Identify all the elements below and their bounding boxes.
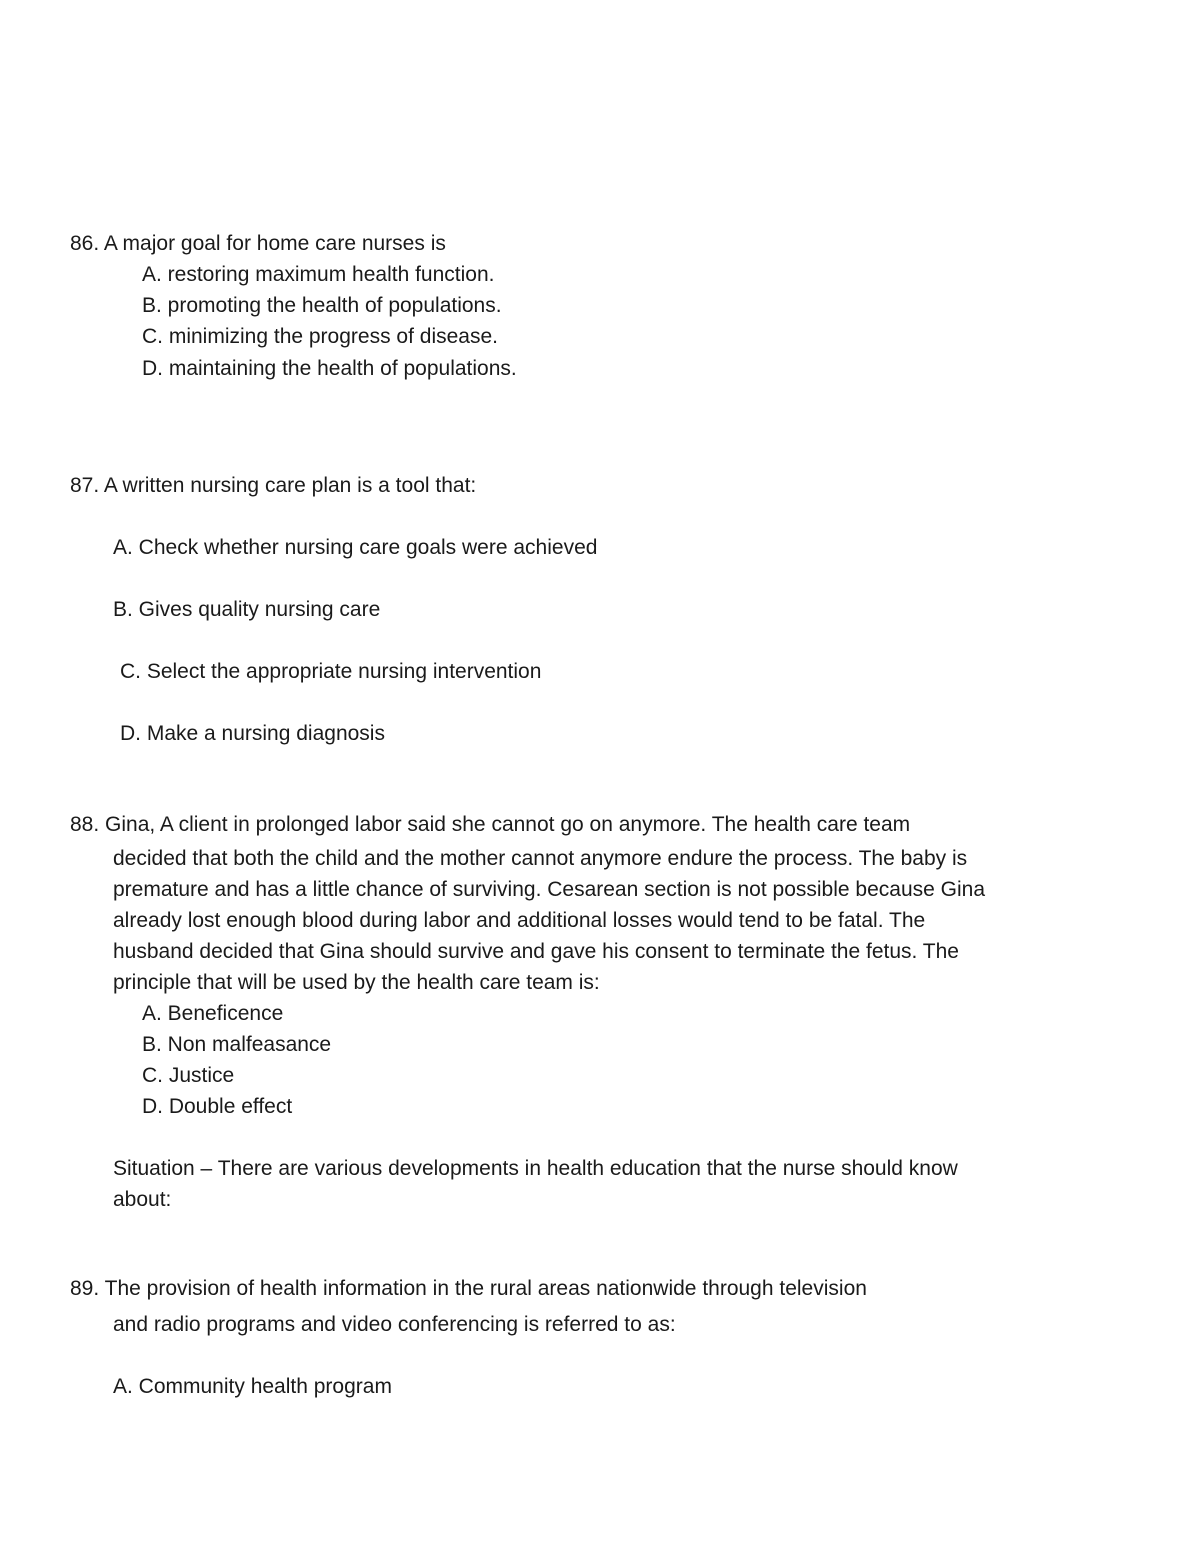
q88-option-d: D. Double effect [142,1095,293,1118]
q88-option-c: C. Justice [142,1064,235,1087]
q86-stem: 86. A major goal for home care nurses is [70,232,446,255]
q88-stem-line: husband decided that Gina should survive and gave his consent to terminate the fetus. The [113,940,959,963]
q87-option-c: C. Select the appropriate nursing intervention [120,660,542,683]
q86-option-b: B. promoting the health of populations. [142,294,502,317]
q86-option-d: D. maintaining the health of populations. [142,357,517,380]
q88-stem-line: premature and has a little chance of surviving. Cesarean section is not possible because Gina [113,878,985,901]
q89-stem-line: 89. The provision of health information in the rural areas nationwide through television [70,1277,867,1300]
q87-stem: 87. A written nursing care plan is a tool that: [70,474,477,497]
q86-option-c: C. minimizing the progress of disease. [142,325,498,348]
q87-option-b: B. Gives quality nursing care [113,598,381,621]
q86-option-a: A. restoring maximum health function. [142,263,495,286]
q88-option-a: A. Beneficence [142,1002,284,1025]
q89-option-a: A. Community health program [113,1375,392,1398]
situation-line: Situation – There are various developments in health education that the nurse should know [113,1157,958,1180]
q88-stem-line: 88. Gina, A client in prolonged labor said she cannot go on anymore. The health care team [70,813,911,836]
q88-stem-line: already lost enough blood during labor and additional losses would tend to be fatal. The [113,909,926,932]
q88-stem-line: principle that will be used by the health care team is: [113,971,600,994]
situation-line: about: [113,1188,172,1211]
q88-stem-line: decided that both the child and the mother cannot anymore endure the process. The baby is [113,847,968,870]
q87-option-a: A. Check whether nursing care goals were achieved [113,536,598,559]
q89-stem-line: and radio programs and video conferencing is referred to as: [113,1313,676,1336]
q88-option-b: B. Non malfeasance [142,1033,332,1056]
q87-option-d: D. Make a nursing diagnosis [120,722,385,745]
